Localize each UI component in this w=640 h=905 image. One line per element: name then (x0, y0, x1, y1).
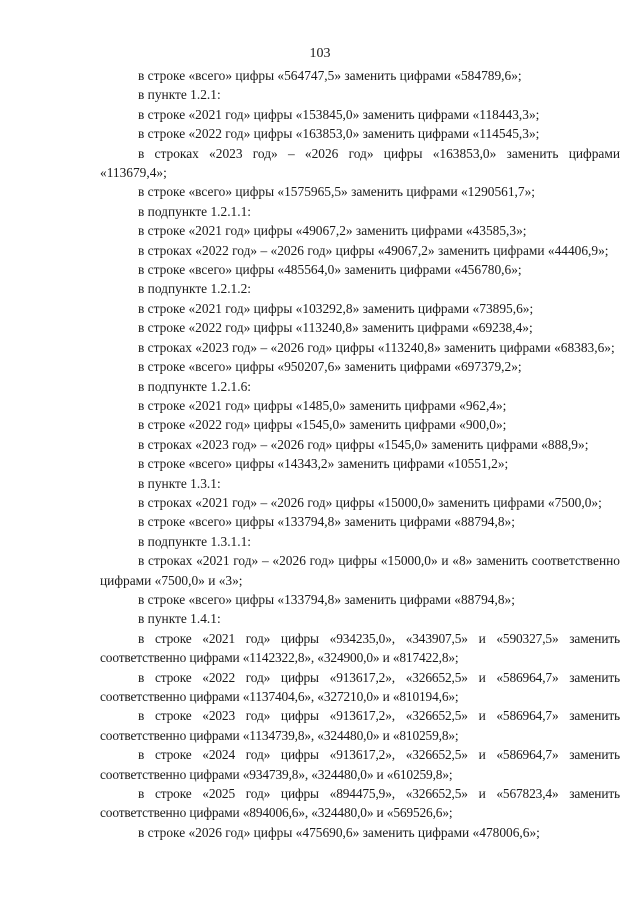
paragraph: в строке «всего» цифры «14343,2» заменить цифрами «10551,2»; (138, 456, 509, 472)
page-number: 103 (309, 46, 331, 61)
paragraph: в строке «всего» цифры «564747,5» заменить цифрами «584789,6»; (138, 68, 522, 83)
paragraph: в строке «2022 год» цифры «113240,8» заменить цифрами «69238,4»; (138, 320, 533, 336)
paragraph: в строке «2022 год» цифры «913617,2», «326652,5» и «586964,7» заменить соответственно цифрами «1137404,6», «327210,0» и «810194,6»; (100, 669, 620, 704)
paragraph: в подпункте 1.2.1.6: (138, 378, 252, 394)
paragraph: в строках «2023 год» – «2026 год» цифры «163853,0» заменить цифрами «113679,4»; (100, 145, 620, 181)
paragraph: в строке «всего» цифры «950207,6» заменить цифрами «697379,2»; (138, 359, 522, 375)
paragraph: в строках «2021 год» – «2026 год» цифры «15000,0» заменить цифрами «7500,0»; (138, 494, 602, 510)
paragraph: в строках «2023 год» – «2026 год» цифры «1545,0» заменить цифрами «888,9»; (138, 436, 589, 452)
paragraph: в строке «2021 год» цифры «1485,0» заменить цифрами «962,4»; (138, 397, 507, 413)
paragraph: в строках «2022 год» – «2026 год» цифры «49067,2» заменить цифрами «44406,9»; (138, 242, 609, 258)
paragraph: в подпункте 1.2.1.2: (138, 281, 252, 297)
paragraph: в строке «2021 год» цифры «934235,0», «343907,5» и «590327,5» заменить соответственно цифрами «1142322,8», «324900,0» и «817422,8»; (100, 630, 620, 666)
paragraph: в строке «2026 год» цифры «475690,6» заменить цифрами «478006,6»; (138, 824, 540, 840)
paragraph: в строке «2021 год» цифры «153845,0» заменить цифрами «118443,3»; (138, 106, 540, 122)
document-body (100, 66, 620, 842)
paragraph: в пункте 1.3.1: (138, 475, 221, 491)
paragraph: в строке «всего» цифры «1575965,5» заменить цифрами «1290561,7»; (138, 184, 536, 200)
paragraph: в строке «2022 год» цифры «1545,0» заменить цифрами «900,0»; (138, 417, 507, 433)
paragraph: в строке «2025 год» цифры «894475,9», «326652,5» и «567823,4» заменить соответственно цифрами «894006,6», «324480,0» и «569526,6»; (100, 786, 620, 821)
paragraph: в строке «2024 год» цифры «913617,2», «326652,5» и «586964,7» заменить соответственно цифрами «934739,8», «324480,0» и «610259,8»; (100, 747, 620, 782)
paragraph: в подпункте 1.3.1.1: (138, 533, 252, 549)
paragraph: в строке «всего» цифры «133794,8» заменить цифрами «88794,8»; (138, 514, 515, 530)
paragraph: в строке «всего» цифры «133794,8» заменить цифрами «88794,8»; (138, 591, 515, 607)
paragraph: в подпункте 1.2.1.1: (138, 203, 252, 219)
paragraph: в пункте 1.2.1: (138, 87, 221, 103)
paragraph: в строках «2023 год» – «2026 год» цифры «113240,8» заменить цифрами «68383,6»; (138, 339, 615, 355)
paragraph: в пункте 1.4.1: (138, 611, 221, 627)
paragraph: в строке «2022 год» цифры «163853,0» заменить цифрами «114545,3»; (138, 126, 540, 142)
paragraph: в строках «2021 год» – «2026 год» цифры «15000,0» и «8» заменить соответственно цифрами «7500,0» и «3»; (100, 553, 620, 588)
paragraph: в строке «2023 год» цифры «913617,2», «326652,5» и «586964,7» заменить соответственно цифрами «1134739,8», «324480,0» и «810259,8»; (100, 708, 620, 743)
paragraph: в строке «всего» цифры «485564,0» заменить цифрами «456780,6»; (138, 262, 522, 278)
paragraph: в строке «2021 год» цифры «103292,8» заменить цифрами «73895,6»; (138, 300, 534, 316)
paragraph: в строке «2021 год» цифры «49067,2» заменить цифрами «43585,3»; (138, 223, 527, 239)
